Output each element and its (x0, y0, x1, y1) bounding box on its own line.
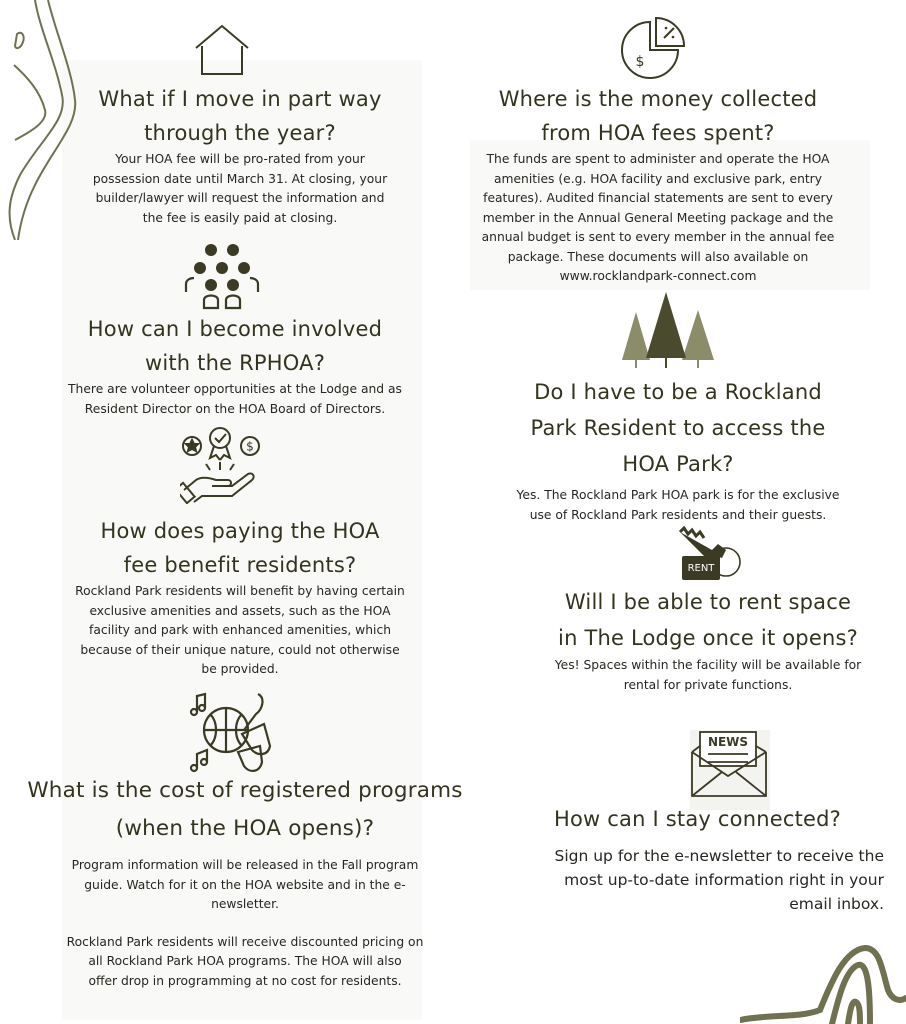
faq-question: How does paying the HOA fee benefit residents? (100, 519, 380, 577)
faq-question: What if I move in part way through the year? (98, 87, 382, 145)
money-pie-icon (620, 16, 686, 82)
faq-item (40, 514, 440, 680)
faq-item (528, 802, 884, 916)
trees-icon (618, 290, 716, 370)
faq-item (30, 312, 440, 419)
decorative-contour-bottom-right (740, 930, 906, 1024)
faq-answer: There are volunteer opportunities at the Lodge and as Resident Director on the HOA Board of Directors. (68, 382, 402, 416)
newsletter-icon (690, 730, 770, 810)
faq-item (10, 772, 480, 991)
rent-key-icon (678, 526, 744, 582)
faq-answer-extra: Rockland Park residents will receive discounted pricing on all Rockland Park HOA programs. The HOA will also offer drop in programming at no cost for residents. (66, 934, 424, 988)
faq-question: How can I stay connected? (554, 807, 842, 831)
faq-item (508, 584, 906, 695)
faq-question: Where is the money collected from HOA fees spent? (498, 87, 818, 145)
faq-item (40, 82, 440, 228)
faq-answer: Your HOA fee will be pro-rated from your possession date until March 31. At closing, your builder/lawyer will request the information and the fee is easily paid at closing. (92, 152, 388, 225)
faq-answer: Yes! Spaces within the facility will be available for rental for private functions. (554, 658, 862, 692)
faq-answer: Sign up for the e-newsletter to receive the most up-to-date information right in your email inbox. (554, 847, 884, 913)
faq-answer: The funds are spent to administer and operate the HOA amenities (e.g. HOA facility and exclusive park, entry features). Audited financial statements are sent to every member in the Annual General Meeting package and the annual budget is sent to every member in the annual fee package. These documents will also available on www.rocklandpark-connect.com (481, 152, 835, 283)
svg-text:$: $ (635, 54, 645, 70)
faq-question: Do I have to be a Rockland Park Resident to access the HOA Park? (530, 380, 826, 476)
faq-answer: Yes. The Rockland Park HOA park is for the exclusive use of Rockland Park residents and their guests. (516, 488, 840, 522)
hand-rewards-icon (180, 424, 266, 504)
faq-item (478, 374, 878, 525)
house-icon (194, 24, 250, 76)
rent-label: RENT (682, 556, 720, 580)
faq-question: What is the cost of registered programs (when the HOA opens)? (27, 778, 463, 841)
faq-item (458, 82, 858, 287)
faq-question: How can I become involved with the RPHOA? (87, 317, 383, 375)
svg-text:$: $ (246, 439, 254, 454)
faq-answer: Rockland Park residents will benefit by having certain exclusive amenities and assets, such as the HOA facility and park with enhanced amenities, which because of their unique nature, could not otherwise be provided. (75, 584, 405, 676)
faq-question: Will I be able to rent space in The Lodge once it opens? (558, 590, 858, 650)
news-label: NEWS (707, 735, 749, 749)
people-group-icon (182, 242, 262, 310)
faq-answer: Program information will be released in the Fall program guide. Watch for it on the HOA website and in the e- newsletter. (71, 858, 419, 911)
programs-icon (188, 690, 274, 776)
